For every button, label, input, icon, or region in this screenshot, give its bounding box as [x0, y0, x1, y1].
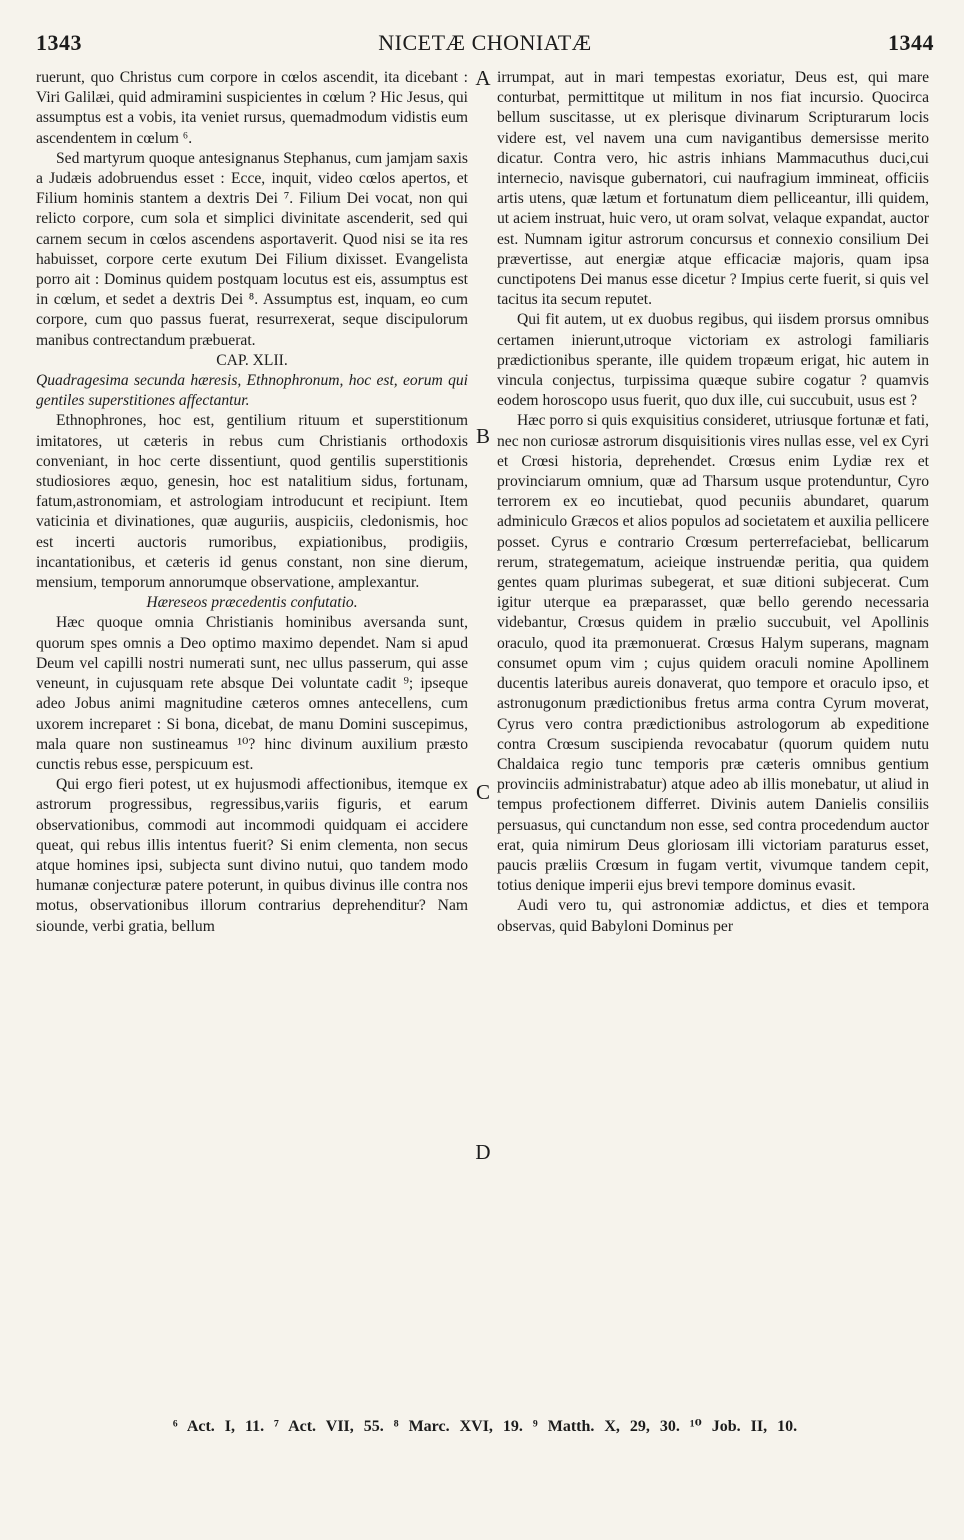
right-paragraph-2: Qui fit autem, ut ex duobus regibus, qui iisdem prorsus omnibus certamen inierunt,utroque victoriam ex astrologi familiaris prædictionibus sperante, ille quidem tropæum erigat, hic autem in vincula conjectus, turpissima quæque subire cogatur ? quamvis eodem horoscopo usus fuerit, quo dux ille, cui succubuit, usus est ? [497, 311, 929, 410]
left-paragraph-2: Sed martyrum quoque antesignanus Stephanus, cum jamjam saxis a Judæis adobruendus esset : Ecce, inquit, video cœlos apertos, et Filium hominis stantem a dextris Dei ⁷. Filium Dei vocat, non qui relicto corpore, cum sola et simplici divinitate ascenderit, sed qui carnem secum in cœlos ascendens asportaverit. Quod nisi se ita res habuisset, corpore certe exutum Dei Filium dixisset. Evangelista porro ait : Dominus quidem postquam locutus est eis, assumptus est in cœlum, et sedet a dextris Dei ⁸. Assumptus est, inquam, eo cum corpore, cum quo passus fuerat, resurrexerat, seque discipulorum manibus contrectandum præbuerat. [36, 149, 468, 349]
margin-letter-b: B [475, 424, 490, 448]
chapter-subtitle: Quadragesima secunda hæresis, Ethnophronum, hoc est, eorum qui gentiles superstitiones affectantur. [36, 372, 468, 410]
left-paragraph-4: Hæc quoque omnia Christianis hominibus aversanda sunt, quorum spes omnis a Deo optimo maximo dependet. Nam si apud Deum vel capilli nostri numerati sunt, nec ullus passerum, qui asse veneunt, in cujusquam rete absque Dei voluntate cadit ⁹; ipseque adeo Jobus animi magnitudine cæteros omnes antecellens, cum uxorem increparet : Si bona, dicebat, de manu Domini suscepimus, mala quare non sustineamus ¹⁰? hinc divinum auxilium præsto cunctis rebus esse, perspicuum est. [36, 614, 468, 773]
running-title: NICETÆ CHONIATÆ [378, 30, 592, 55]
left-paragraph-1: ruerunt, quo Christus cum corpore in cœlos ascendit, ita dicebant : Viri Galilæi, quid admiramini suspicientes in cœlum ? Hic Jesus, qui assumptus est a vobis, ita veniet rursus, quemadmodum vidistis eum ascendentem in cœlum ⁶. [36, 69, 468, 147]
left-column [36, 68, 468, 937]
margin-letter-a: A [475, 66, 491, 90]
right-column [497, 68, 929, 937]
right-paragraph-3: Hæc porro si quis exquisitius consideret, utriusque fortunæ et fati, nec non curiosæ astrorum disquisitionis vires nullas esse, vel ex Cyri et Crœsi historia, deprehendet. Crœsus enim Lydiæ rex et provinciarum omnium, quæ ad Tharsum usque protenduntur, Cyro terrorem ex eo incutiebat, quod pecuniis abundaret, quarum adminiculo Græcos et alios populos ad societatem et auxilia pellicere posset. Cyrus e contrario Crœsum perterrefaciebat, bellicarum rerum, strategematum, acieique instruendæ peritia, qua quidem gentes quam plurimas subegerat, et suæ ditioni subjecerat. Cum igitur uterque ea præparasset, quæ bello gerendo necessaria videbantur, Crœsus quidem in prælio succubuit, vel Apollinis oraculo, quod ita præmonuerat. Crœsus Halym superans, magnam consumet opum vim ; cujus quidem oraculi nomine Apollinem ducentis lateribus aureis donaverat, quo tempore et oraculo ipso, et astronugonum prædictionibus fretus arma contra Cyrum moverat, Cyrus vero contra prædictionibus astrologorum ab expeditione contra Crœsum suscipienda revocabatur (quorum quidem nutu Chaldaica regio tunc temporis præ cæteris omnibus gentium provinciis administrabatur) atque adeo ab illis monebatur, ut aliud in tempus profectionem differret. Divinis autem Danielis consiliis persuasus, qui cunctandum non esse, sed contra procedendum auctor erat, quia nimirum Deus gloriosam illi victoriam paraturus esset, paucis præliis Crœsum in fugam vertit, vivumque tandem cepit, totius denique imperii ejus brevi tempore dominus evasit. [497, 412, 929, 895]
right-paragraph-4: Audi vero tu, qui astronomiæ addictus, et dies et tempora observas, quid Babyloni Dominus per [497, 897, 929, 935]
footnotes: ⁶ Act. I, 11. ⁷ Act. VII, 55. ⁸ Marc. XVI, 19. ⁹ Matth. X, 29, 30. ¹⁰ Job. II, 10. [172, 1418, 798, 1435]
chapter-heading: CAP. XLII. [216, 351, 288, 369]
page-number-left: 1343 [36, 30, 82, 55]
page-header [36, 30, 934, 62]
margin-letter-d: D [475, 1140, 491, 1164]
left-paragraph-3: Ethnophrones, hoc est, gentilium rituum et superstitionum imitatores, ut cæteris in rebus cum Christianis orthodoxis conveniant, in hoc certe dissentiunt, quod gentilis superstitionis studiosiores æquo, genesin, hoc est natalitium sidus, fortunam, fatum,astronomiam, et astrologiam introducunt et recipiunt. Item vaticinia et divinationes, quæ auguriis, auspiciis, cledonismis, hoc est incerti auctoris rumoribus, expiationibus, prodigiis, incantationibus, et cæteris id genus constant, non sine dierum, mensium, temporum annorumque observatione, amplexantur. [36, 412, 468, 592]
page-number-right: 1344 [888, 30, 934, 55]
right-paragraph-1: irrumpat, aut in mari tempestas exoriatur, Deus est, qui mare conturbat, permittitque ut militum in nos fiat incursio. Quocirca bellum suscitasse, ut ex plerisque divinarum Scripturarum locis videre est, vel navem una cum navigantibus demersisse merito dicatur. Contra vero, hic astris inhians Mammacuthus duci,cui internecio, navisque gubernatori, cui naufragium immineat, officiis artis utens, quæ lætum et fortunatum diem pelliceantur, illi quidem, ut aciem instruat, huic vero, ut oram solvat, velaque expandat, auctor est. Numnam igitur astrorum concursus et connexio consilium Dei prævertisse, aut energiæ atque efficaciæ majoris, quam ipsa cunctipotens Dei manus esse dicetur ? Impius certe fuerit, si quis vel tacitus ita secum reputet. [497, 69, 929, 309]
section-heading: Hæreseos præcedentis confutatio. [146, 594, 358, 612]
left-paragraph-5: Qui ergo fieri potest, ut ex hujusmodi affectionibus, itemque ex astrorum progressibus, regressibus,variis figuris, et earum observationibus, commodi aut incommodi quidquam ei accidere queat, qui rebus illis intentus fuerit? Si enim clementa, non secus atque homines ipsi, subjecta sunt divino nutui, quo tandem modo humanæ conjecturæ patere poterunt, in quibus divinus ille contra nos motus, observationibus illorum contrarius deprehenditur? Nam siounde, verbi gratia, bellum [36, 776, 468, 935]
margin-letter-c: C [475, 780, 490, 804]
